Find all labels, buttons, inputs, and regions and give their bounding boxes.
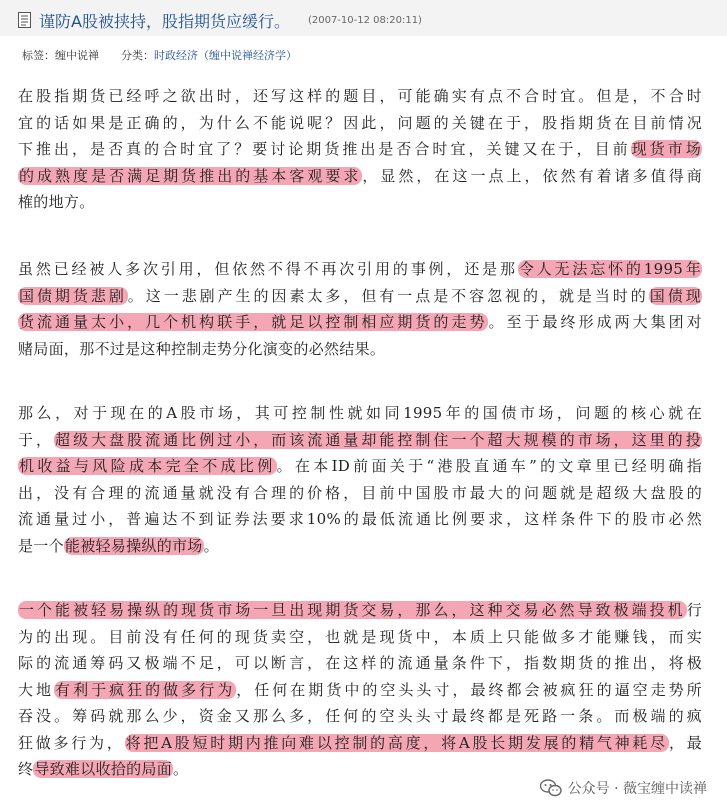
text-line — [18, 453, 702, 480]
paragraph-3 — [18, 400, 702, 559]
text-segment: 际的流通筹码又极端不足，可以断言，在这样的流通量条件下，指数期货的推出，将极 — [18, 654, 702, 672]
text-segment: 于， — [18, 430, 55, 449]
text-line — [18, 256, 702, 283]
text-segment: ，任何在期货中的空头头寸，最终都会被疯狂的逼空走势所 — [236, 680, 702, 699]
tags-label: 标签： — [22, 49, 55, 62]
highlighted-text: 现货市场 — [631, 140, 701, 158]
highlighted-text: 国债期货悲剧 — [19, 286, 127, 305]
text-line — [18, 136, 702, 163]
text-segment: 。这一悲剧产生的因素太多，但有一点是不容忽视的，就是当时的 — [127, 286, 649, 305]
paragraph-2 — [18, 256, 702, 362]
text-line — [18, 650, 702, 677]
text-segment: 吞没。筹码就那么少，资金又那么多，任何的空头头寸最终都是死路一条。而极端的疯 — [18, 707, 702, 725]
text-line — [18, 110, 702, 137]
text-segment: 榷的地方。 — [18, 193, 95, 211]
text-segment: 出，没有合理的流通量就没有合理的价格，目前中国股市最大的问题就是超级大盘股的 — [18, 483, 702, 502]
watermark-label: 公众号 · 薇宝缠中读禅 — [567, 781, 707, 797]
text-segment: 流通量过小，普遍达不到证券法要求10%的最低流通比例要求，这样条件下的股市必然 — [18, 510, 702, 528]
text-segment: 下推出，是否真的合时宜了？要讨论期货推出是否合时宜，关键又在于，目前 — [18, 140, 631, 158]
highlighted-text: 的成熟度是否满足期货推出的基本客观要求 — [19, 166, 362, 185]
highlighted-text: 货流通量太小，几个机构联手，就足以控制相应期货的走势 — [19, 313, 488, 331]
text-line — [18, 730, 702, 757]
post-meta — [22, 47, 297, 63]
highlighted-text: 令人无法忘怀的1995年 — [518, 260, 701, 278]
category-label: 分类： — [121, 49, 154, 62]
text-segment: 是一个 — [18, 536, 64, 555]
text-segment: 。 — [173, 760, 189, 778]
text-segment: ，最 — [668, 733, 702, 752]
watermark — [540, 778, 707, 798]
text-segment: 行 — [686, 601, 702, 619]
text-segment: 。 — [203, 536, 219, 555]
text-segment: 在股指期货已经呼之欲出时，还写这样的题目，可能确实有点不合时宜。但是，不合时 — [18, 87, 702, 105]
document-icon — [18, 12, 31, 28]
post-header — [0, 0, 727, 36]
text-line — [18, 283, 702, 310]
title-row — [18, 9, 422, 31]
category-link[interactable]: 时政经济（缠中说禅经济学） — [154, 49, 297, 62]
text-segment: 为的出现。目前没有任何的现货卖空，也就是现货中，本质上只能做多才能赚钱，而实 — [18, 627, 702, 646]
text-line — [18, 703, 702, 730]
highlighted-text: 超级大盘股流通比例过小，而该流通量却能控制住一个超大规模的市场，这里的投 — [55, 430, 701, 449]
wechat-icon — [540, 779, 562, 797]
text-line — [18, 83, 702, 110]
text-segment: 虽然已经被人多次引用，但依然不得不再次引用的事例，还是那 — [18, 260, 518, 278]
text-line — [18, 189, 702, 216]
text-line — [18, 506, 702, 533]
highlighted-text: 国债现 — [649, 286, 701, 305]
text-line — [18, 597, 702, 624]
text-segment: 终 — [18, 760, 34, 778]
highlighted-text: 一个能被轻易操纵的现货市场一旦出现期货交易，那么，这种交易必然导致极端投机 — [19, 601, 686, 619]
text-segment: 狂做多行为， — [18, 733, 125, 752]
text-line — [18, 624, 702, 651]
highlighted-text: 机收益与风险成本完全不成比例 — [19, 457, 276, 475]
text-segment: ，显然，在这一点上，依然有着诸多值得商 — [362, 166, 702, 185]
highlighted-text: 将把A股短时期内推向难以控制的高度，将A股长期发展的精气神耗尽 — [125, 733, 668, 752]
text-segment: 赌局面，那不过是这种控制走势分化演变的必然结果。 — [18, 339, 386, 358]
text-line — [18, 677, 702, 704]
text-line — [18, 336, 702, 363]
text-segment: 大地 — [18, 680, 55, 699]
post-timestamp: (2007-10-12 08:20:11) — [307, 14, 422, 26]
text-line — [18, 480, 702, 507]
text-segment: 。在本ID前面关于“港股直通车”的文章里已经明确指 — [276, 457, 702, 475]
text-line — [18, 309, 702, 336]
paragraph-4 — [18, 597, 702, 783]
text-segment: 宜的话如果是正确的，为什么不能说呢？因此，问题的关键在于，股指期货在目前情况 — [18, 113, 702, 132]
text-line — [18, 427, 702, 454]
highlighted-text: 导致难以收拾的局面 — [34, 760, 173, 778]
text-segment: 那么，对于现在的A股市场，其可控制性就如同1995年的国债市场，问题的核心就在 — [18, 404, 702, 422]
text-line — [18, 533, 702, 560]
highlighted-text: 有利于疯狂的做多行为 — [55, 680, 236, 699]
paragraph-1 — [18, 83, 702, 216]
post-title[interactable]: 谨防A股被挟持，股指期货应缓行。 — [39, 11, 290, 31]
tag-link[interactable]: 缠中说禅 — [55, 49, 99, 62]
text-line — [18, 163, 702, 190]
text-segment: 。至于最终形成两大集团对 — [488, 313, 702, 331]
highlighted-text: 能被轻易操纵的市场 — [64, 536, 203, 555]
text-line — [18, 400, 702, 427]
